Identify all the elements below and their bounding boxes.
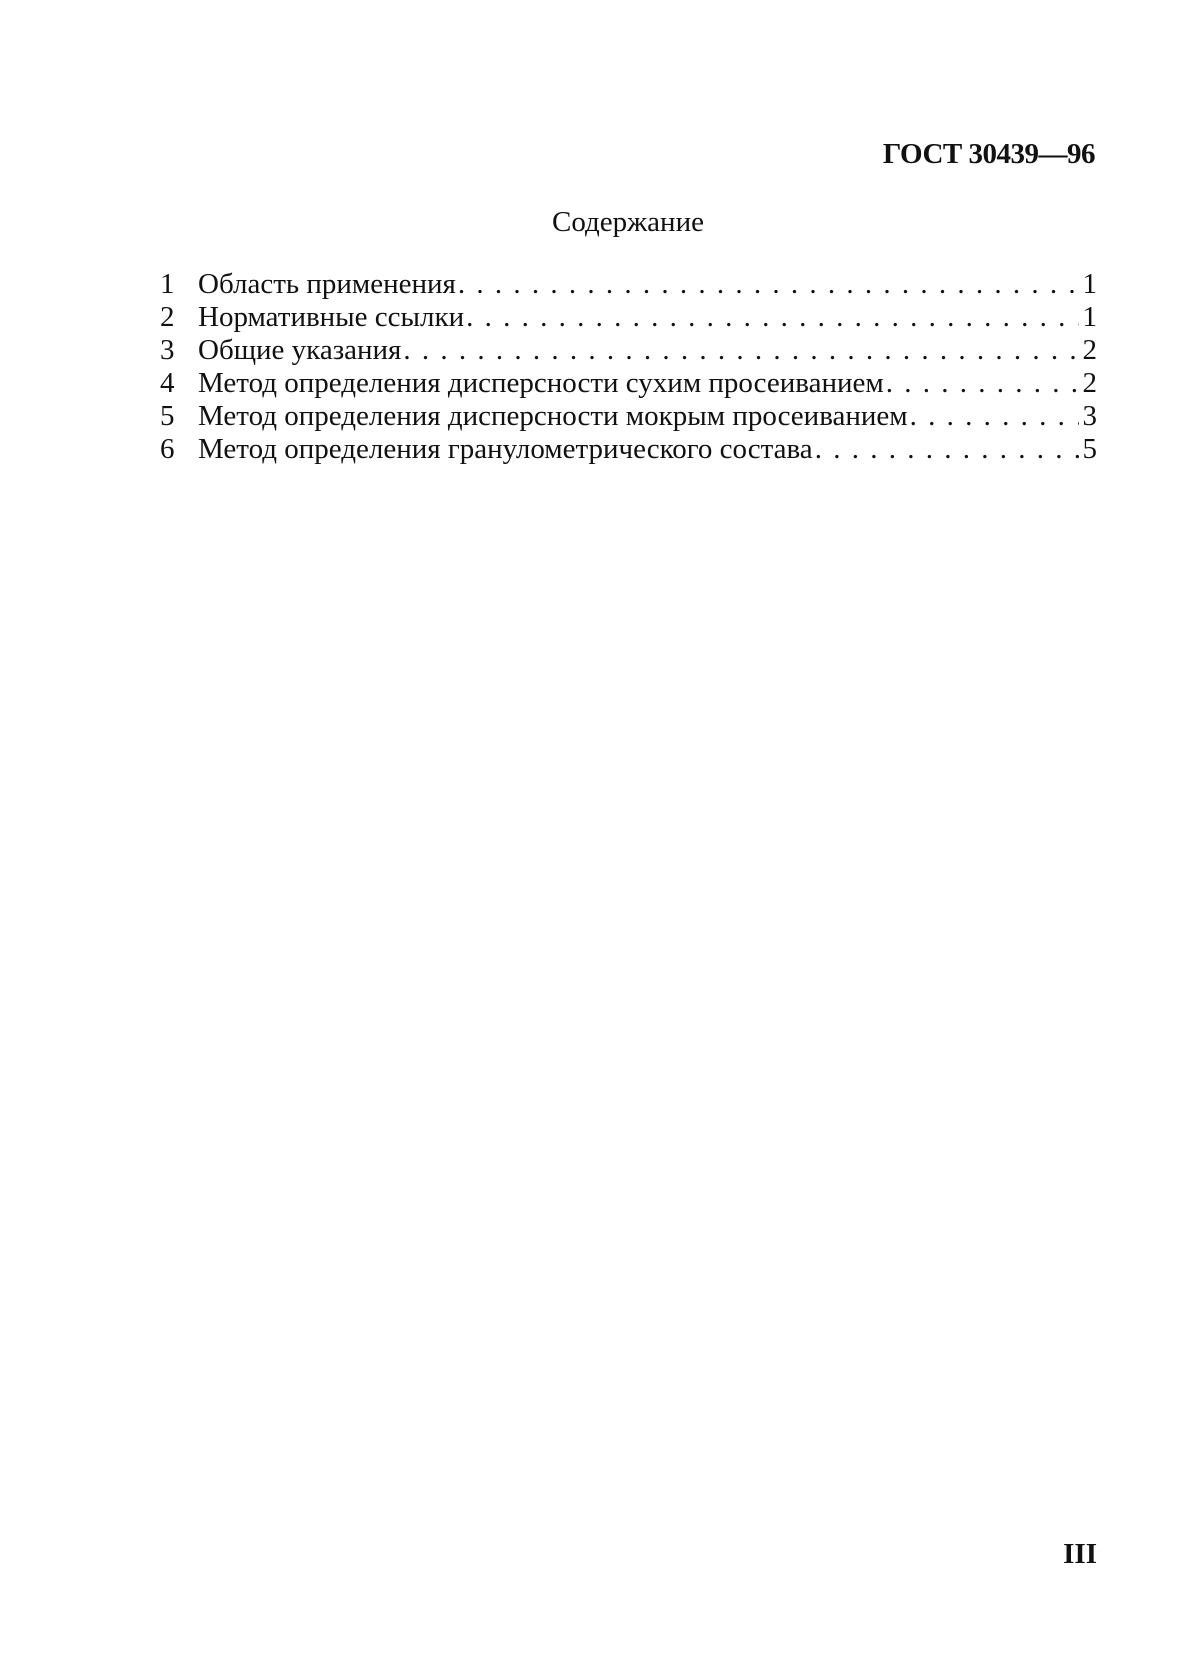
toc-entry-label: Метод определения гранулометрического состава [198,433,813,465]
dot-leader [458,268,1079,301]
toc-entry-page: 3 [1082,400,1097,432]
toc-entry-page: 1 [1082,268,1097,300]
toc-entry-number: 4 [160,367,175,399]
toc-entry-page: 2 [1082,367,1097,399]
toc-entry-label: Метод определения дисперсности мокрым просеиванием [198,400,908,432]
dot-leader [886,367,1079,400]
toc-entry-label: Метод определения дисперсности сухим просеиванием [198,367,884,399]
toc-entry-page: 1 [1082,301,1097,333]
toc-entry-label: Общие указания [198,334,402,366]
dot-leader [815,433,1079,466]
toc-entry-number: 5 [160,400,175,432]
toc-entry-number: 3 [160,334,175,366]
toc-entry[interactable] [160,301,1097,334]
toc-entry[interactable] [160,334,1097,367]
toc-entry[interactable] [160,268,1097,301]
table-of-contents [160,268,1097,466]
toc-entry-number: 2 [160,301,175,333]
dot-leader [403,334,1079,367]
toc-entry-number: 6 [160,433,175,465]
toc-entry[interactable] [160,433,1097,466]
document-code-header: ГОСТ 30439—96 [882,138,1095,170]
page-number: III [1063,1538,1097,1570]
toc-entry-number: 1 [160,268,175,300]
toc-entry-page: 5 [1082,433,1097,465]
toc-entry[interactable] [160,367,1097,400]
dot-leader [910,400,1079,433]
dot-leader [466,301,1079,334]
toc-entry[interactable] [160,400,1097,433]
toc-entry-page: 2 [1082,334,1097,366]
toc-entry-label: Нормативные ссылки [198,301,465,333]
toc-entry-label: Область применения [198,268,456,300]
page-title: Содержание [552,206,704,238]
